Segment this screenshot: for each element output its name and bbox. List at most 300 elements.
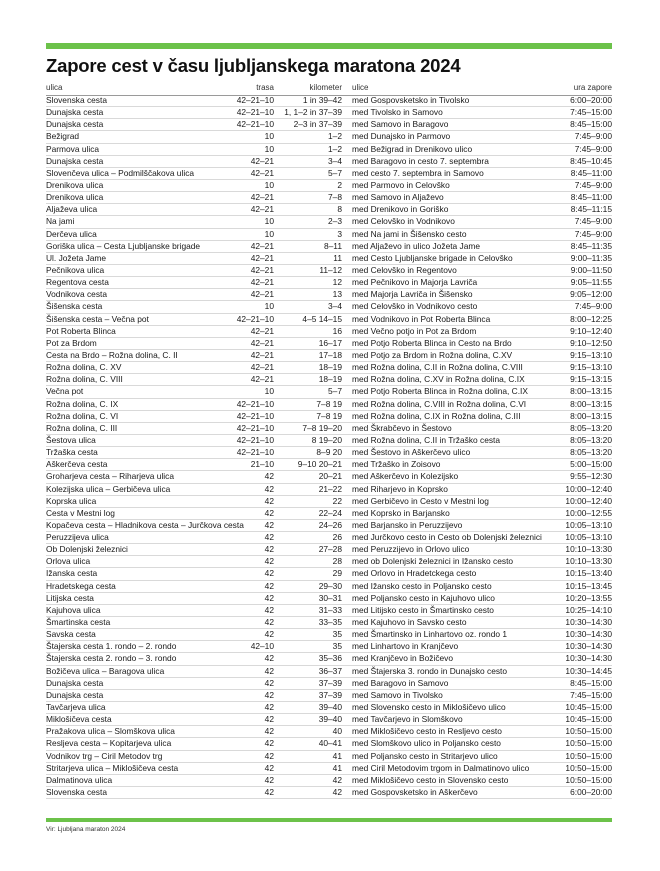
cell-trasa: 42–21–10 xyxy=(236,107,274,118)
cell-ulica: Dunajska cesta xyxy=(46,155,104,166)
cell-ulica: Pečnikova ulica xyxy=(46,264,105,275)
cell-ura-zapore: 10:50–15:00 xyxy=(565,762,612,773)
cell-ura-zapore: 10:45–15:00 xyxy=(565,714,612,725)
cell-ulica: Cesta v Mestni log xyxy=(46,507,115,518)
cell-trasa: 42–21 xyxy=(250,374,274,385)
cell-ulice: med Rožna dolina, C.II in Rožna dolina, C.VIII xyxy=(352,362,523,373)
cell-ulice: med Riharjevo in Koprsko xyxy=(352,483,448,494)
cell-ura-zapore: 10:30–14:45 xyxy=(565,665,612,676)
table-row xyxy=(46,702,612,714)
cell-ulice: med Aškerčevo in Kolezijsko xyxy=(352,471,459,482)
table-row xyxy=(46,447,612,459)
cell-ulice: med Rožna dolina, C.VIII in Rožna dolina, C.VI xyxy=(352,398,527,409)
header-kilometer: kilometer xyxy=(309,83,342,92)
cell-ulice: med Potjo Roberta Blinca in Cesto na Brdo xyxy=(352,337,512,348)
cell-trasa: 42–21 xyxy=(250,349,274,360)
cell-ura-zapore: 9:00–11:50 xyxy=(570,264,612,275)
cell-trasa: 42 xyxy=(264,787,274,798)
cell-ulica: Litijska cesta xyxy=(46,592,94,603)
cell-trasa: 42–21 xyxy=(250,167,274,178)
cell-ura-zapore: 8:45–11:00 xyxy=(570,192,612,203)
cell-ulice: med Samovo in Baragovo xyxy=(352,119,449,130)
cell-ulice: med Potjo Roberta Blinca in Rožna dolina, C.IX xyxy=(352,386,528,397)
table-row xyxy=(46,738,612,750)
cell-ura-zapore: 10:50–15:00 xyxy=(565,738,612,749)
cell-ulica: Resljeva cesta – Kopitarjeva ulica xyxy=(46,738,172,749)
cell-ura-zapore: 7:45–9:00 xyxy=(574,228,612,239)
table-row xyxy=(46,411,612,423)
cell-trasa: 42 xyxy=(264,471,274,482)
cell-kilometer: 37–39 xyxy=(318,677,342,688)
cell-ura-zapore: 8:05–13:20 xyxy=(570,434,612,445)
cell-ulica: Ižanska cesta xyxy=(46,568,98,579)
cell-kilometer: 29–30 xyxy=(318,580,342,591)
cell-kilometer: 2–3 in 37–39 xyxy=(293,119,342,130)
table-row xyxy=(46,277,612,289)
cell-trasa: 10 xyxy=(264,179,274,190)
cell-trasa: 42 xyxy=(264,714,274,725)
table-row xyxy=(46,362,612,374)
cell-trasa: 42 xyxy=(264,726,274,737)
cell-ulica: Derčeva ulica xyxy=(46,228,97,239)
cell-ulice: med Tivolsko in Samovo xyxy=(352,107,443,118)
cell-ulica: Pot za Brdom xyxy=(46,337,97,348)
cell-kilometer: 35–36 xyxy=(318,653,342,664)
cell-kilometer: 9–10 20–21 xyxy=(297,459,342,470)
cell-trasa: 10 xyxy=(264,386,274,397)
cell-ulice: med cesto 7. septembra in Samovo xyxy=(352,167,484,178)
cell-trasa: 42 xyxy=(264,750,274,761)
cell-trasa: 42 xyxy=(264,762,274,773)
table-row xyxy=(46,641,612,653)
cell-ulica: Orlova ulica xyxy=(46,556,91,567)
cell-ura-zapore: 9:00–11:35 xyxy=(570,252,612,263)
cell-kilometer: 28 xyxy=(332,556,342,567)
cell-trasa: 42–21 xyxy=(250,204,274,215)
cell-ulica: Regentova cesta xyxy=(46,277,109,288)
cell-ulica: Vodnikova cesta xyxy=(46,289,107,300)
header-trasa: trasa xyxy=(256,83,274,92)
cell-trasa: 42 xyxy=(264,653,274,664)
cell-ulica: Rožna dolina, C. IX xyxy=(46,398,119,409)
cell-ura-zapore: 10:30–14:30 xyxy=(565,641,612,652)
cell-ura-zapore: 7:45–9:00 xyxy=(574,131,612,142)
table-row xyxy=(46,581,612,593)
cell-kilometer: 24–26 xyxy=(318,519,342,530)
table-row xyxy=(46,156,612,168)
cell-trasa: 42 xyxy=(264,738,274,749)
cell-ulica: Parmova ulica xyxy=(46,143,100,154)
cell-trasa: 10 xyxy=(264,131,274,142)
cell-ulica: Dunajska cesta xyxy=(46,677,104,688)
cell-ura-zapore: 10:10–13:30 xyxy=(565,556,612,567)
cell-trasa: 42 xyxy=(264,568,274,579)
cell-ulice: med Gospovsketsko in Tivolsko xyxy=(352,95,470,105)
cell-kilometer: 40–41 xyxy=(318,738,342,749)
cell-ulica: Drenikova ulica xyxy=(46,179,104,190)
cell-kilometer: 22–24 xyxy=(318,507,342,518)
cell-ulice: med Slomškovo ulico in Poljansko cesto xyxy=(352,738,501,749)
table-row xyxy=(46,593,612,605)
cell-trasa: 42 xyxy=(264,774,274,785)
cell-ulice: med Samovo in Tivolsko xyxy=(352,689,443,700)
cell-kilometer: 42 xyxy=(332,787,342,798)
cell-trasa: 42–21 xyxy=(250,264,274,275)
top-accent-bar xyxy=(46,43,612,49)
cell-ulica: Ob Dolenjski železnici xyxy=(46,544,128,555)
cell-ura-zapore: 9:05–12:00 xyxy=(570,289,612,300)
cell-ulice: med Barjansko in Peruzzijevo xyxy=(352,519,463,530)
cell-ulica: Tržaška cesta xyxy=(46,447,98,458)
cell-trasa: 42–21–10 xyxy=(236,422,274,433)
cell-ulice: med Jurčkovo cesto in Cesto ob Dolenjski železnici xyxy=(352,532,542,543)
cell-ura-zapore: 8:45–15:00 xyxy=(570,677,612,688)
table-row xyxy=(46,265,612,277)
cell-trasa: 42 xyxy=(264,532,274,543)
cell-trasa: 42–21 xyxy=(250,192,274,203)
cell-trasa: 42 xyxy=(264,604,274,615)
cell-kilometer: 20–21 xyxy=(318,471,342,482)
table-row xyxy=(46,714,612,726)
cell-ulice: med Škrabčevo in Šestovo xyxy=(352,422,452,433)
cell-trasa: 42 xyxy=(264,702,274,713)
table-row xyxy=(46,726,612,738)
cell-ura-zapore: 10:05–13:10 xyxy=(565,532,612,543)
cell-ulica: Šišenska cesta – Večna pot xyxy=(46,313,149,324)
cell-ulice: med Aljaževo in ulico Jožeta Jame xyxy=(352,240,481,251)
cell-ulica: Groharjeva cesta – Riharjeva ulica xyxy=(46,471,175,482)
cell-ulice: med Orlovo in Hradetckega cesto xyxy=(352,568,477,579)
cell-trasa: 42–10 xyxy=(250,641,274,652)
table-row xyxy=(46,568,612,580)
cell-ura-zapore: 10:30–14:30 xyxy=(565,617,612,628)
cell-ura-zapore: 10:10–13:30 xyxy=(565,544,612,555)
header-ura-zapore: ura zapore xyxy=(573,83,612,92)
table-row xyxy=(46,107,612,119)
cell-ulica: Dunajska cesta xyxy=(46,107,104,118)
cell-ulica: Ul. Jožeta Jame xyxy=(46,252,107,263)
table-row xyxy=(46,678,612,690)
cell-ura-zapore: 7:45–9:00 xyxy=(574,179,612,190)
cell-ulica: Kopačeva cesta – Hladnikova cesta – Jurčkova cesta xyxy=(46,519,244,530)
cell-kilometer: 29 xyxy=(332,568,342,579)
cell-ulice: med Večno potjo in Pot za Brdom xyxy=(352,325,477,336)
table-row xyxy=(46,216,612,228)
cell-ulica: Večna pot xyxy=(46,386,84,397)
cell-kilometer: 5–7 xyxy=(328,386,342,397)
cell-ulice: med Koprsko in Barjansko xyxy=(352,507,450,518)
table-row xyxy=(46,314,612,326)
cell-ulice: med Cesto Ljubljanske brigade in Celovško xyxy=(352,252,513,263)
cell-ulice: med Potjo za Brdom in Rožna dolina, C.XV xyxy=(352,349,513,360)
cell-ura-zapore: 8:45–10:45 xyxy=(570,155,612,166)
cell-kilometer: 7–8 19 xyxy=(316,410,342,421)
table-row xyxy=(46,787,612,799)
cell-kilometer: 3 xyxy=(337,228,342,239)
table-row xyxy=(46,763,612,775)
cell-ulica: Rožna dolina, C. XV xyxy=(46,362,122,373)
cell-ura-zapore: 7:45–15:00 xyxy=(570,107,612,118)
table-row xyxy=(46,119,612,131)
table-row xyxy=(46,471,612,483)
table-row xyxy=(46,544,612,556)
cell-ulice: med Miklošičevo cesto in Resljevo cesto xyxy=(352,726,502,737)
table-row xyxy=(46,338,612,350)
cell-kilometer: 37–39 xyxy=(318,689,342,700)
table-row xyxy=(46,484,612,496)
table-row xyxy=(46,301,612,313)
cell-trasa: 10 xyxy=(264,228,274,239)
cell-kilometer: 40 xyxy=(332,726,342,737)
cell-ura-zapore: 8:45–11:00 xyxy=(570,167,612,178)
cell-kilometer: 41 xyxy=(332,750,342,761)
cell-ura-zapore: 6:00–20:00 xyxy=(570,787,612,798)
cell-ulica: Kolezijska ulica – Gerbičeva ulica xyxy=(46,483,171,494)
cell-ulice: med Kajuhovo in Savsko cesto xyxy=(352,617,467,628)
cell-kilometer: 5–7 xyxy=(328,167,342,178)
cell-ulica: Slovenska cesta xyxy=(46,787,107,798)
cell-kilometer: 42 xyxy=(332,774,342,785)
table-row xyxy=(46,556,612,568)
cell-trasa: 42 xyxy=(264,629,274,640)
cell-ulice: med Slovensko cesto in Miklošičevo ulico xyxy=(352,702,506,713)
cell-ura-zapore: 10:30–14:30 xyxy=(565,653,612,664)
bottom-accent-bar xyxy=(46,818,612,822)
cell-trasa: 42–21–10 xyxy=(236,410,274,421)
table-row xyxy=(46,617,612,629)
cell-ulice: med Na jami in Šišensko cesto xyxy=(352,228,467,239)
cell-trasa: 42 xyxy=(264,556,274,567)
cell-trasa: 42 xyxy=(264,507,274,518)
table-body xyxy=(46,95,612,799)
cell-ulice: med Linhartovo in Kranjčevo xyxy=(352,641,459,652)
cell-trasa: 42–21–10 xyxy=(236,398,274,409)
cell-trasa: 42–21 xyxy=(250,252,274,263)
table-row xyxy=(46,374,612,386)
cell-ulice: med Poljansko cesto in Stritarjevo ulico xyxy=(352,750,498,761)
cell-ura-zapore: 10:00–12:40 xyxy=(565,495,612,506)
cell-ulice: med Celovško in Vodnikovo xyxy=(352,216,455,227)
table-row xyxy=(46,253,612,265)
cell-ulice: med Celovško in Regentovo xyxy=(352,264,457,275)
cell-trasa: 42 xyxy=(264,677,274,688)
cell-ura-zapore: 10:00–12:55 xyxy=(565,507,612,518)
cell-trasa: 42 xyxy=(264,495,274,506)
cell-ulica: Štajerska cesta 1. rondo – 2. rondo xyxy=(46,641,177,652)
cell-ura-zapore: 9:10–12:50 xyxy=(570,337,612,348)
cell-ura-zapore: 8:45–11:35 xyxy=(570,240,612,251)
cell-ulica: Kajuhova ulica xyxy=(46,604,101,615)
cell-kilometer: 1–2 xyxy=(328,131,342,142)
cell-kilometer: 35 xyxy=(332,641,342,652)
cell-ulica: Rožna dolina, C. III xyxy=(46,422,118,433)
cell-trasa: 42 xyxy=(264,544,274,555)
cell-ulice: med Poljansko cesto in Kajuhovo ulico xyxy=(352,592,495,603)
table-row xyxy=(46,350,612,362)
cell-ura-zapore: 10:45–15:00 xyxy=(565,702,612,713)
cell-trasa: 10 xyxy=(264,216,274,227)
cell-ulice: med Miklošičevo cesto in Slovensko cesto xyxy=(352,774,509,785)
cell-kilometer: 39–40 xyxy=(318,702,342,713)
cell-ulica: Na jami xyxy=(46,216,75,227)
cell-ulice: med Gospovsketsko in Aškerčevo xyxy=(352,787,478,798)
cell-ulica: Rožna dolina, C. VIII xyxy=(46,374,123,385)
cell-ura-zapore: 8:05–13:20 xyxy=(570,447,612,458)
cell-ulice: med Majorja Lavriča in Šišensko xyxy=(352,289,473,300)
cell-ulice: med Vodnikovo in Pot Roberta Blinca xyxy=(352,313,491,324)
table-row xyxy=(46,775,612,787)
cell-ura-zapore: 10:30–14:30 xyxy=(565,629,612,640)
cell-ulica: Šišenska cesta xyxy=(46,301,103,312)
cell-ulica: Rožna dolina, C. VI xyxy=(46,410,119,421)
cell-kilometer: 13 xyxy=(332,289,342,300)
header-ulica: ulica xyxy=(46,83,63,92)
cell-kilometer: 1, 1–2 in 37–39 xyxy=(284,107,342,118)
cell-ulica: Pot Roberta Blinca xyxy=(46,325,116,336)
cell-ura-zapore: 8:00–13:15 xyxy=(570,398,612,409)
cell-ura-zapore: 8:00–13:15 xyxy=(570,410,612,421)
cell-ulica: Tavčarjeva ulica xyxy=(46,702,106,713)
cell-ulice: med Gerbičevo in Cesto v Mestni log xyxy=(352,495,489,506)
cell-trasa: 42 xyxy=(264,689,274,700)
cell-kilometer: 2 xyxy=(337,179,342,190)
cell-trasa: 42–21–10 xyxy=(236,434,274,445)
table-row xyxy=(46,751,612,763)
cell-ura-zapore: 9:15–13:10 xyxy=(570,362,612,373)
cell-kilometer: 11–12 xyxy=(319,264,342,275)
cell-trasa: 42–21 xyxy=(250,289,274,300)
cell-ulica: Stritarjeva ulica – Miklošičeva cesta xyxy=(46,762,179,773)
cell-ulica: Šestova ulica xyxy=(46,434,96,445)
cell-ura-zapore: 8:00–12:25 xyxy=(570,313,612,324)
cell-ulica: Šmartinska cesta xyxy=(46,617,111,628)
cell-ulica: Štajerska cesta 2. rondo – 3. rondo xyxy=(46,653,177,664)
table-row xyxy=(46,95,612,107)
cell-trasa: 42–21 xyxy=(250,277,274,288)
cell-ura-zapore: 10:50–15:00 xyxy=(565,726,612,737)
cell-ulice: med Ciril Metodovim trgom in Dalmatinovo ulico xyxy=(352,762,530,773)
table-row xyxy=(46,520,612,532)
cell-kilometer: 7–8 19 xyxy=(316,398,342,409)
cell-ura-zapore: 10:15–13:40 xyxy=(565,568,612,579)
cell-ulica: Drenikova ulica xyxy=(46,192,104,203)
cell-trasa: 42 xyxy=(264,617,274,628)
cell-kilometer: 36–37 xyxy=(318,665,342,676)
cell-ulica: Aljaževa ulica xyxy=(46,204,98,215)
cell-ura-zapore: 7:45–15:00 xyxy=(570,689,612,700)
table-row xyxy=(46,241,612,253)
table-row xyxy=(46,532,612,544)
cell-ura-zapore: 10:00–12:40 xyxy=(565,483,612,494)
cell-ulice: med Štajerska 3. rondo in Dunajsko cesto xyxy=(352,665,508,676)
cell-ura-zapore: 5:00–15:00 xyxy=(570,459,612,470)
cell-ura-zapore: 9:05–11:55 xyxy=(570,277,612,288)
table-row xyxy=(46,435,612,447)
cell-kilometer: 26 xyxy=(332,532,342,543)
cell-ulice: med ob Dolenjski železnici in Ižansko cesto xyxy=(352,556,514,567)
table-row xyxy=(46,629,612,641)
cell-ura-zapore: 9:15–13:15 xyxy=(570,374,612,385)
cell-kilometer: 1 in 39–42 xyxy=(302,95,342,105)
cell-ulice: med Kranjčevo in Božičevo xyxy=(352,653,454,664)
cell-ulica: Dunajska cesta xyxy=(46,119,104,130)
cell-ulice: med Rožna dolina, C.XV in Rožna dolina, C.IX xyxy=(352,374,525,385)
cell-kilometer: 21–22 xyxy=(318,483,342,494)
cell-trasa: 42–21 xyxy=(250,325,274,336)
table-row xyxy=(46,496,612,508)
cell-ulice: med Tavčarjevo in Slomškovo xyxy=(352,714,463,725)
cell-ulica: Dalmatinova ulica xyxy=(46,774,113,785)
cell-ura-zapore: 9:15–13:10 xyxy=(570,349,612,360)
cell-ulica: Savska cesta xyxy=(46,629,96,640)
cell-kilometer: 7–8 xyxy=(328,192,342,203)
cell-ulice: med Peruzzijevo in Orlovo ulico xyxy=(352,544,470,555)
cell-ulice: med Baragovo in Samovo xyxy=(352,677,449,688)
table-row xyxy=(46,605,612,617)
cell-ura-zapore: 8:45–11:15 xyxy=(570,204,612,215)
cell-trasa: 42–21–10 xyxy=(236,119,274,130)
cell-trasa: 42–21 xyxy=(250,337,274,348)
table-row xyxy=(46,144,612,156)
cell-kilometer: 4–5 14–15 xyxy=(302,313,342,324)
cell-ulica: Vodnikov trg – Ciril Metodov trg xyxy=(46,750,163,761)
cell-trasa: 42–21 xyxy=(250,362,274,373)
cell-ulica: Bežigrad xyxy=(46,131,80,142)
cell-kilometer: 12 xyxy=(332,277,342,288)
cell-ura-zapore: 10:50–15:00 xyxy=(565,750,612,761)
table-header xyxy=(46,82,612,96)
table-row xyxy=(46,399,612,411)
source-note: Vir: Ljubljana maraton 2024 xyxy=(46,826,126,833)
cell-trasa: 42 xyxy=(264,580,274,591)
table-row xyxy=(46,180,612,192)
cell-kilometer: 16–17 xyxy=(318,337,342,348)
cell-ulice: med Tržaško in Zoisovo xyxy=(352,459,441,470)
cell-trasa: 42–21–10 xyxy=(236,447,274,458)
cell-kilometer: 8 19–20 xyxy=(311,434,342,445)
cell-kilometer: 8–11 xyxy=(323,240,342,251)
cell-kilometer: 31–33 xyxy=(318,604,342,615)
cell-trasa: 42 xyxy=(264,665,274,676)
cell-ulice: med Šmartinsko in Linhartovo oz. rondo 1 xyxy=(352,629,508,640)
table-row xyxy=(46,131,612,143)
table-row xyxy=(46,229,612,241)
table-row xyxy=(46,690,612,702)
cell-kilometer: 41 xyxy=(332,762,342,773)
cell-trasa: 42–21–10 xyxy=(236,313,274,324)
cell-ulice: med Bežigrad in Drenikovo ulico xyxy=(352,143,473,154)
table-row xyxy=(46,459,612,471)
cell-ulica: Slovenčeva ulica – Podmilščakova ulica xyxy=(46,167,195,178)
cell-ulice: med Rožna dolina, C.IX in Rožna dolina, C.III xyxy=(352,410,521,421)
cell-ulice: med Drenikovo in Goriško xyxy=(352,204,449,215)
cell-kilometer: 1–2 xyxy=(328,143,342,154)
cell-ulice: med Celovško in Vodnikovo cesto xyxy=(352,301,478,312)
cell-ura-zapore: 10:15–13:45 xyxy=(565,580,612,591)
cell-ura-zapore: 9:55–12:30 xyxy=(570,471,612,482)
table-row xyxy=(46,653,612,665)
cell-ura-zapore: 10:20–13:55 xyxy=(565,592,612,603)
cell-ura-zapore: 9:10–12:40 xyxy=(570,325,612,336)
cell-ulica: Peruzzijeva ulica xyxy=(46,532,109,543)
table-row xyxy=(46,326,612,338)
cell-ulica: Slovenska cesta xyxy=(46,95,107,105)
cell-trasa: 42–21 xyxy=(250,155,274,166)
header-ulice: ulice xyxy=(352,83,369,92)
cell-ulica: Aškerčeva cesta xyxy=(46,459,108,470)
cell-trasa: 42–21 xyxy=(250,240,274,251)
cell-ulice: med Šestovo in Aškerčevo ulico xyxy=(352,447,471,458)
